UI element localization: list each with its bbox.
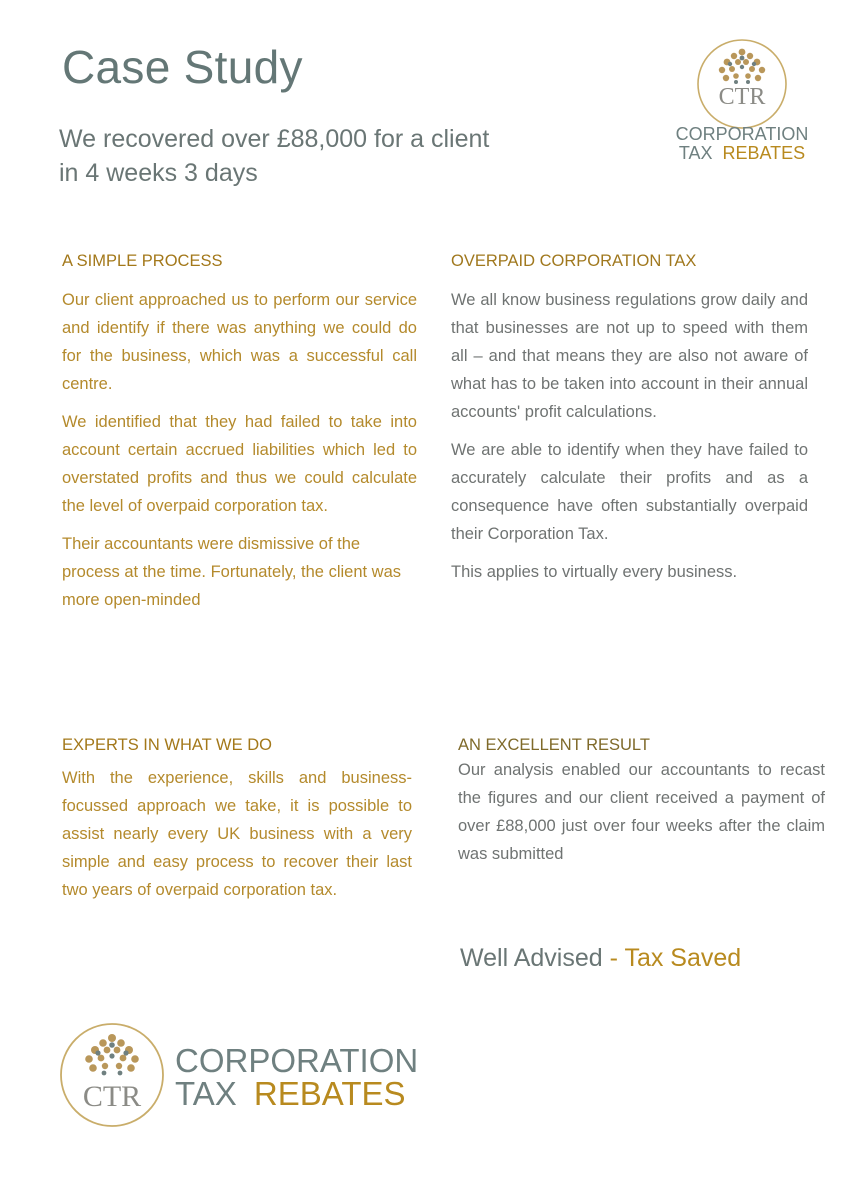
tree-emblem-icon xyxy=(675,34,814,164)
company-logo-large xyxy=(60,1022,419,1132)
subtitle-line-1: We recovered over £88,000 for a client xyxy=(59,125,490,153)
section-simple-process xyxy=(62,250,417,624)
section-heading: AN EXCELLENT RESULT xyxy=(458,736,650,754)
logo-monogram-large: CTR xyxy=(82,1080,142,1113)
logo-monogram-small: CTR xyxy=(718,84,766,110)
section-paragraph: Our analysis enabled our accountants to recast the figures and our client received a payment of over £88,000 just over four weeks after the claim was submitted xyxy=(458,761,825,863)
section-heading: EXPERTS IN WHAT WE DO xyxy=(62,736,272,754)
logo-line1-small: CORPORATION xyxy=(675,124,809,144)
company-logo-small xyxy=(675,34,814,169)
page-subtitle xyxy=(59,122,529,190)
svg-text:TAX REBATES xyxy=(175,1075,406,1112)
subtitle-line-2: in 4 weeks 3 days xyxy=(59,159,258,187)
tagline-part2: Tax Saved xyxy=(624,944,742,972)
section-paragraph: We identified that they had failed to take into account certain accrued liabilities which led to overstated profits and thus we could calculate the level of overpaid corporation tax. xyxy=(62,413,417,515)
section-paragraph: We are able to identify when they have failed to accurately calculate their profits and as a consequence have often substantially overpaid their Corporation Tax. xyxy=(451,441,808,543)
tagline xyxy=(460,944,741,973)
tree-emblem-large-icon xyxy=(60,1022,419,1132)
svg-text:TAX REBATES xyxy=(679,143,805,163)
logo-line2b-small: REBATES xyxy=(722,143,806,163)
section-paragraph: With the experience, skills and business-focussed approach we take, it is possible to assist nearly every UK business with a very simple and easy process to recover their last two years of overpaid corporation tax. xyxy=(62,769,412,899)
logo-line2b-large: REBATES xyxy=(253,1075,406,1112)
section-heading: OVERPAID CORPORATION TAX xyxy=(451,252,697,270)
section-result xyxy=(458,734,825,878)
tagline-part1: Well Advised xyxy=(460,944,603,972)
page-title: Case Study xyxy=(62,41,303,93)
section-paragraph: This applies to virtually every business. xyxy=(451,563,738,581)
section-paragraph: Our client approached us to perform our service and identify if there was anything we could do for the business, which was a successful call centre. xyxy=(62,291,417,393)
logo-line1-large: CORPORATION xyxy=(175,1042,419,1079)
section-heading: A SIMPLE PROCESS xyxy=(62,252,223,270)
section-paragraph: We all know business regulations grow daily and that businesses are not up to speed with them all – and that means they are also not aware of what has to be taken into account in their annual accounts' profit calculations. xyxy=(451,291,808,421)
logo-line2a-small: TAX xyxy=(678,143,713,163)
section-experts xyxy=(62,734,412,914)
section-overpaid xyxy=(451,250,808,596)
section-paragraph: Their accountants were dismissive of the process at the time. Fortunately, the client was more open-minded xyxy=(62,535,402,609)
tagline-separator: - xyxy=(602,944,625,972)
logo-line2a-large: TAX xyxy=(175,1075,237,1112)
